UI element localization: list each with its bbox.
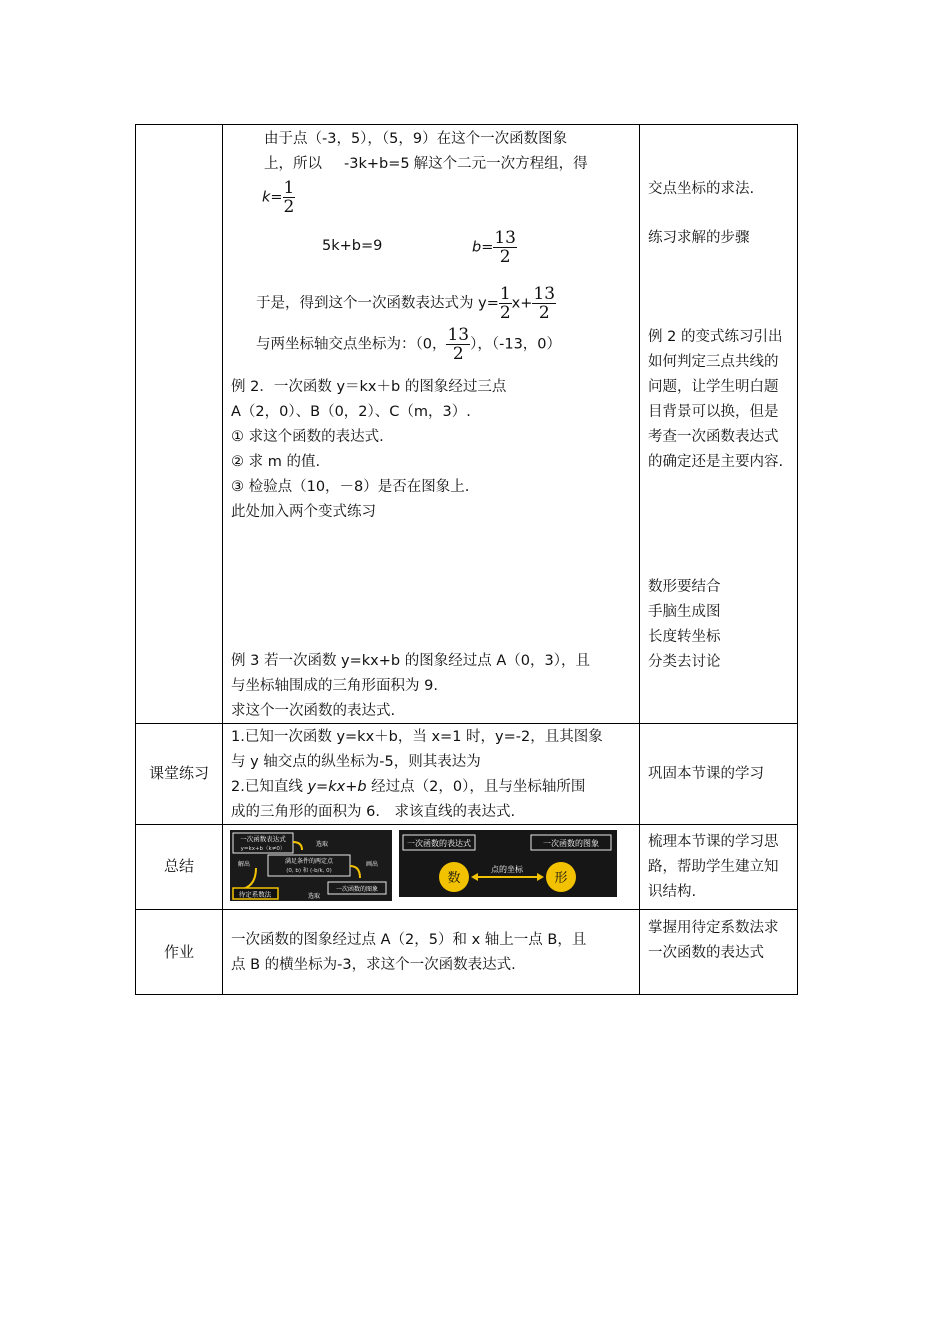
practice-line: 成的三角形的面积为 6. 求该直线的表达式. bbox=[231, 804, 516, 820]
practice-line: 与 y 轴交点的纵坐标为-5，则其表达为 bbox=[231, 754, 481, 770]
practice-line: 2.已知直线 y=kx+b 经过点（2，0），且与坐标轴所围 bbox=[231, 779, 586, 795]
example-3-line: 求这个一次函数的表达式. bbox=[231, 703, 396, 719]
k-solution: k= $\frac{1}{2}$ bbox=[262, 178, 295, 217]
flow-diagram-graphic bbox=[230, 830, 392, 901]
xing-label: 形 bbox=[554, 871, 568, 886]
practice-line: 1.已知一次函数 y=kx＋b，当 x=1 时，y=-2，且其图象 bbox=[231, 729, 603, 745]
diagram-draw-label: 画出 bbox=[366, 861, 379, 868]
diagram-expression-sub: y=kx+b（k≠0） bbox=[240, 846, 286, 852]
diagram-points-label: 满足条件的两定点 bbox=[284, 858, 334, 865]
example-3-line: 与坐标轴围成的三角形面积为 9. bbox=[231, 678, 438, 694]
summary-flow-diagram bbox=[230, 830, 392, 901]
example-2-title: 例 2．一次函数 y＝kx＋b 的图象经过三点 bbox=[231, 379, 507, 395]
shu-label: 数 bbox=[447, 871, 461, 886]
summary-number-shape-diagram bbox=[399, 830, 617, 897]
function-expression: 于是，得到这个一次函数表达式为 y= $\frac{1}{2}$ x+ $\frac{13}{2}$ bbox=[256, 284, 556, 323]
note-paragraph: 例 2 的变式练习引出如何判定三点共线的问题，让学生明白题目背景可以换，但是考查一次函数表达式的确定还是主要内容. bbox=[648, 329, 784, 470]
note-text: 练习求解的步骤 bbox=[648, 230, 750, 246]
row-divider bbox=[136, 909, 797, 910]
note-text: 巩固本节课的学习 bbox=[648, 766, 764, 782]
diagram-pick2-label: 选取 bbox=[308, 893, 321, 900]
note-paragraph: 掌握用待定系数法求一次函数的表达式 bbox=[648, 920, 779, 961]
column-divider bbox=[222, 125, 223, 994]
number-shape-graphic bbox=[399, 830, 617, 897]
row-label: 作业 bbox=[163, 943, 194, 961]
note-paragraph: 梳理本节课的学习思路，帮助学生建立知识结构. bbox=[648, 834, 779, 900]
note-text: 数形要结合 bbox=[648, 579, 721, 595]
example-2-note: 此处加入两个变式练习 bbox=[231, 504, 376, 520]
right-box-label: 一次函数的图象 bbox=[543, 839, 599, 848]
row-label: 总结 bbox=[163, 857, 194, 875]
text-line: 由于点（-3，5），（5，9）在这个一次函数图象 bbox=[264, 131, 568, 147]
homework-line: 点 B 的横坐标为-3，求这个一次函数表达式. bbox=[231, 957, 516, 973]
example-2-question: ③ 检验点（10，－8）是否在图象上. bbox=[231, 479, 470, 495]
diagram-solve-label: 解出 bbox=[238, 861, 251, 868]
example-2-question: ① 求这个函数的表达式. bbox=[231, 429, 384, 445]
diagram-expression-label: 一次函数表达式 bbox=[240, 835, 286, 843]
example-2-points: A（2，0）、B（0，2）、C（m，3）. bbox=[231, 404, 471, 420]
lesson-table bbox=[135, 124, 798, 995]
intersection-points: 与两坐标轴交点坐标为：（0， $\frac{13}{2}$ ），（-13，0） bbox=[256, 325, 562, 364]
example-3-line: 例 3 若一次函数 y=kx+b 的图象经过点 A（0，3），且 bbox=[231, 653, 590, 669]
example-2-question: ② 求 m 的值. bbox=[231, 454, 321, 470]
diagram-method-label: 待定系数法 bbox=[238, 890, 272, 899]
equation-line: 5k+b=9 bbox=[322, 238, 383, 254]
row-label: 课堂练习 bbox=[148, 764, 209, 782]
note-text: 手脑生成图 bbox=[648, 604, 721, 620]
note-text: 长度转坐标 bbox=[648, 629, 721, 645]
left-box-label: 一次函数的表达式 bbox=[407, 839, 471, 848]
diagram-graph-label: 一次函数的图象 bbox=[335, 886, 379, 893]
homework-line: 一次函数的图象经过点 A（2，5）和 x 轴上一点 B，且 bbox=[231, 932, 587, 948]
note-text: 交点坐标的求法. bbox=[648, 181, 755, 197]
diagram-points-sub: (0, b) 和 (-b/k, 0) bbox=[286, 868, 332, 874]
column-divider bbox=[639, 125, 640, 994]
diagram-pick-label: 选取 bbox=[316, 841, 329, 848]
center-label: 点的坐标 bbox=[491, 865, 523, 874]
text-line: 上，所以 -3k+b=5 解这个二元一次方程组，得 bbox=[264, 156, 588, 172]
b-solution: b= $\frac{13}{2}$ bbox=[472, 228, 516, 267]
note-text: 分类去讨论 bbox=[648, 654, 721, 670]
